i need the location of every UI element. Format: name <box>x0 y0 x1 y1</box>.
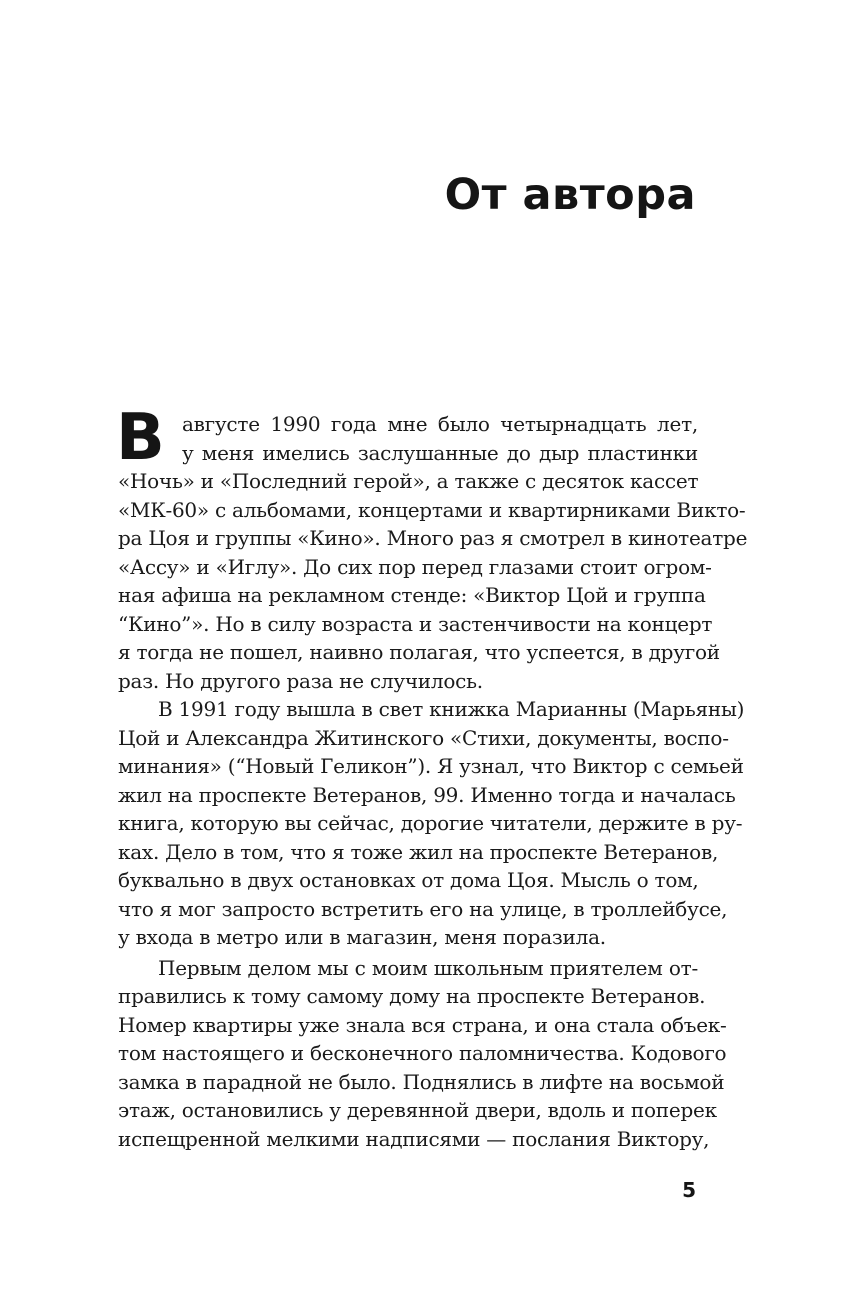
page-number: 5 <box>682 1178 696 1202</box>
text-line: раз. Но другого раза не случилось. <box>118 668 483 693</box>
text-line: «Ассу» и «Иглу». До сих пор перед глазами стоит огром- <box>118 554 712 579</box>
chapter-title: От автора <box>444 170 696 220</box>
text-line: Первым делом мы с моим школьным приятелем от- <box>158 955 698 980</box>
text-line: Цой и Александра Житинского «Стихи, документы, воспо- <box>118 725 729 750</box>
text-line: буквально в двух остановках от дома Цоя. Мысль о том, <box>118 868 699 892</box>
text-line: правились к тому самому дому на проспекте Ветеранов. <box>118 984 706 1008</box>
text-line: В 1991 году вышла в свет книжка Марианны (Марьяны) <box>158 697 745 721</box>
text-line: этаж, остановились у деревянной двери, вдоль и поперек <box>118 1098 717 1122</box>
text-line: том настоящего и бесконечного паломничества. Кодового <box>118 1041 727 1065</box>
text-line: испещренной мелкими надписями — послания Виктору, <box>118 1126 710 1151</box>
text-line: книга, которую вы сейчас, дорогие читатели, держите в ру- <box>118 811 743 835</box>
drop-cap: В <box>116 401 165 475</box>
text-line: августе 1990 года мне было четырнадцать лет, <box>182 412 698 436</box>
text-line: минания» (“Новый Геликон”). Я узнал, что Виктор с семьей <box>118 754 744 778</box>
body-text <box>116 401 748 1153</box>
text-line: “Кино”». Но в силу возраста и застенчивости на концерт <box>118 611 713 636</box>
text-line: я тогда не пошел, наивно полагая, что успеется, в другой <box>118 640 720 664</box>
text-line: ная афиша на рекламном стенде: «Виктор Цой и группа <box>118 583 706 607</box>
text-line: у меня имелись заслушанные до дыр пластинки <box>182 440 698 465</box>
text-line: «Ночь» и «Последний герой», а также с десяток кассет <box>118 469 699 493</box>
text-line: ра Цоя и группы «Кино». Много раз я смотрел в кинотеатре <box>118 526 748 550</box>
text-line: что я мог запросто встретить его на улице, в троллейбусе, <box>118 896 728 921</box>
text-line: ках. Дело в том, что я тоже жил на проспекте Ветеранов, <box>118 839 719 864</box>
text-line: Номер квартиры уже знала вся страна, и она стала объек- <box>118 1012 727 1037</box>
text-line: «МК-60» с альбомами, концертами и квартирниками Викто- <box>118 497 746 522</box>
text-line: у входа в метро или в магазин, меня поразила. <box>118 925 606 949</box>
text-line: замка в парадной не было. Поднялись в лифте на восьмой <box>118 1069 725 1094</box>
text-line: жил на проспекте Ветеранов, 99. Именно тогда и началась <box>118 782 736 807</box>
